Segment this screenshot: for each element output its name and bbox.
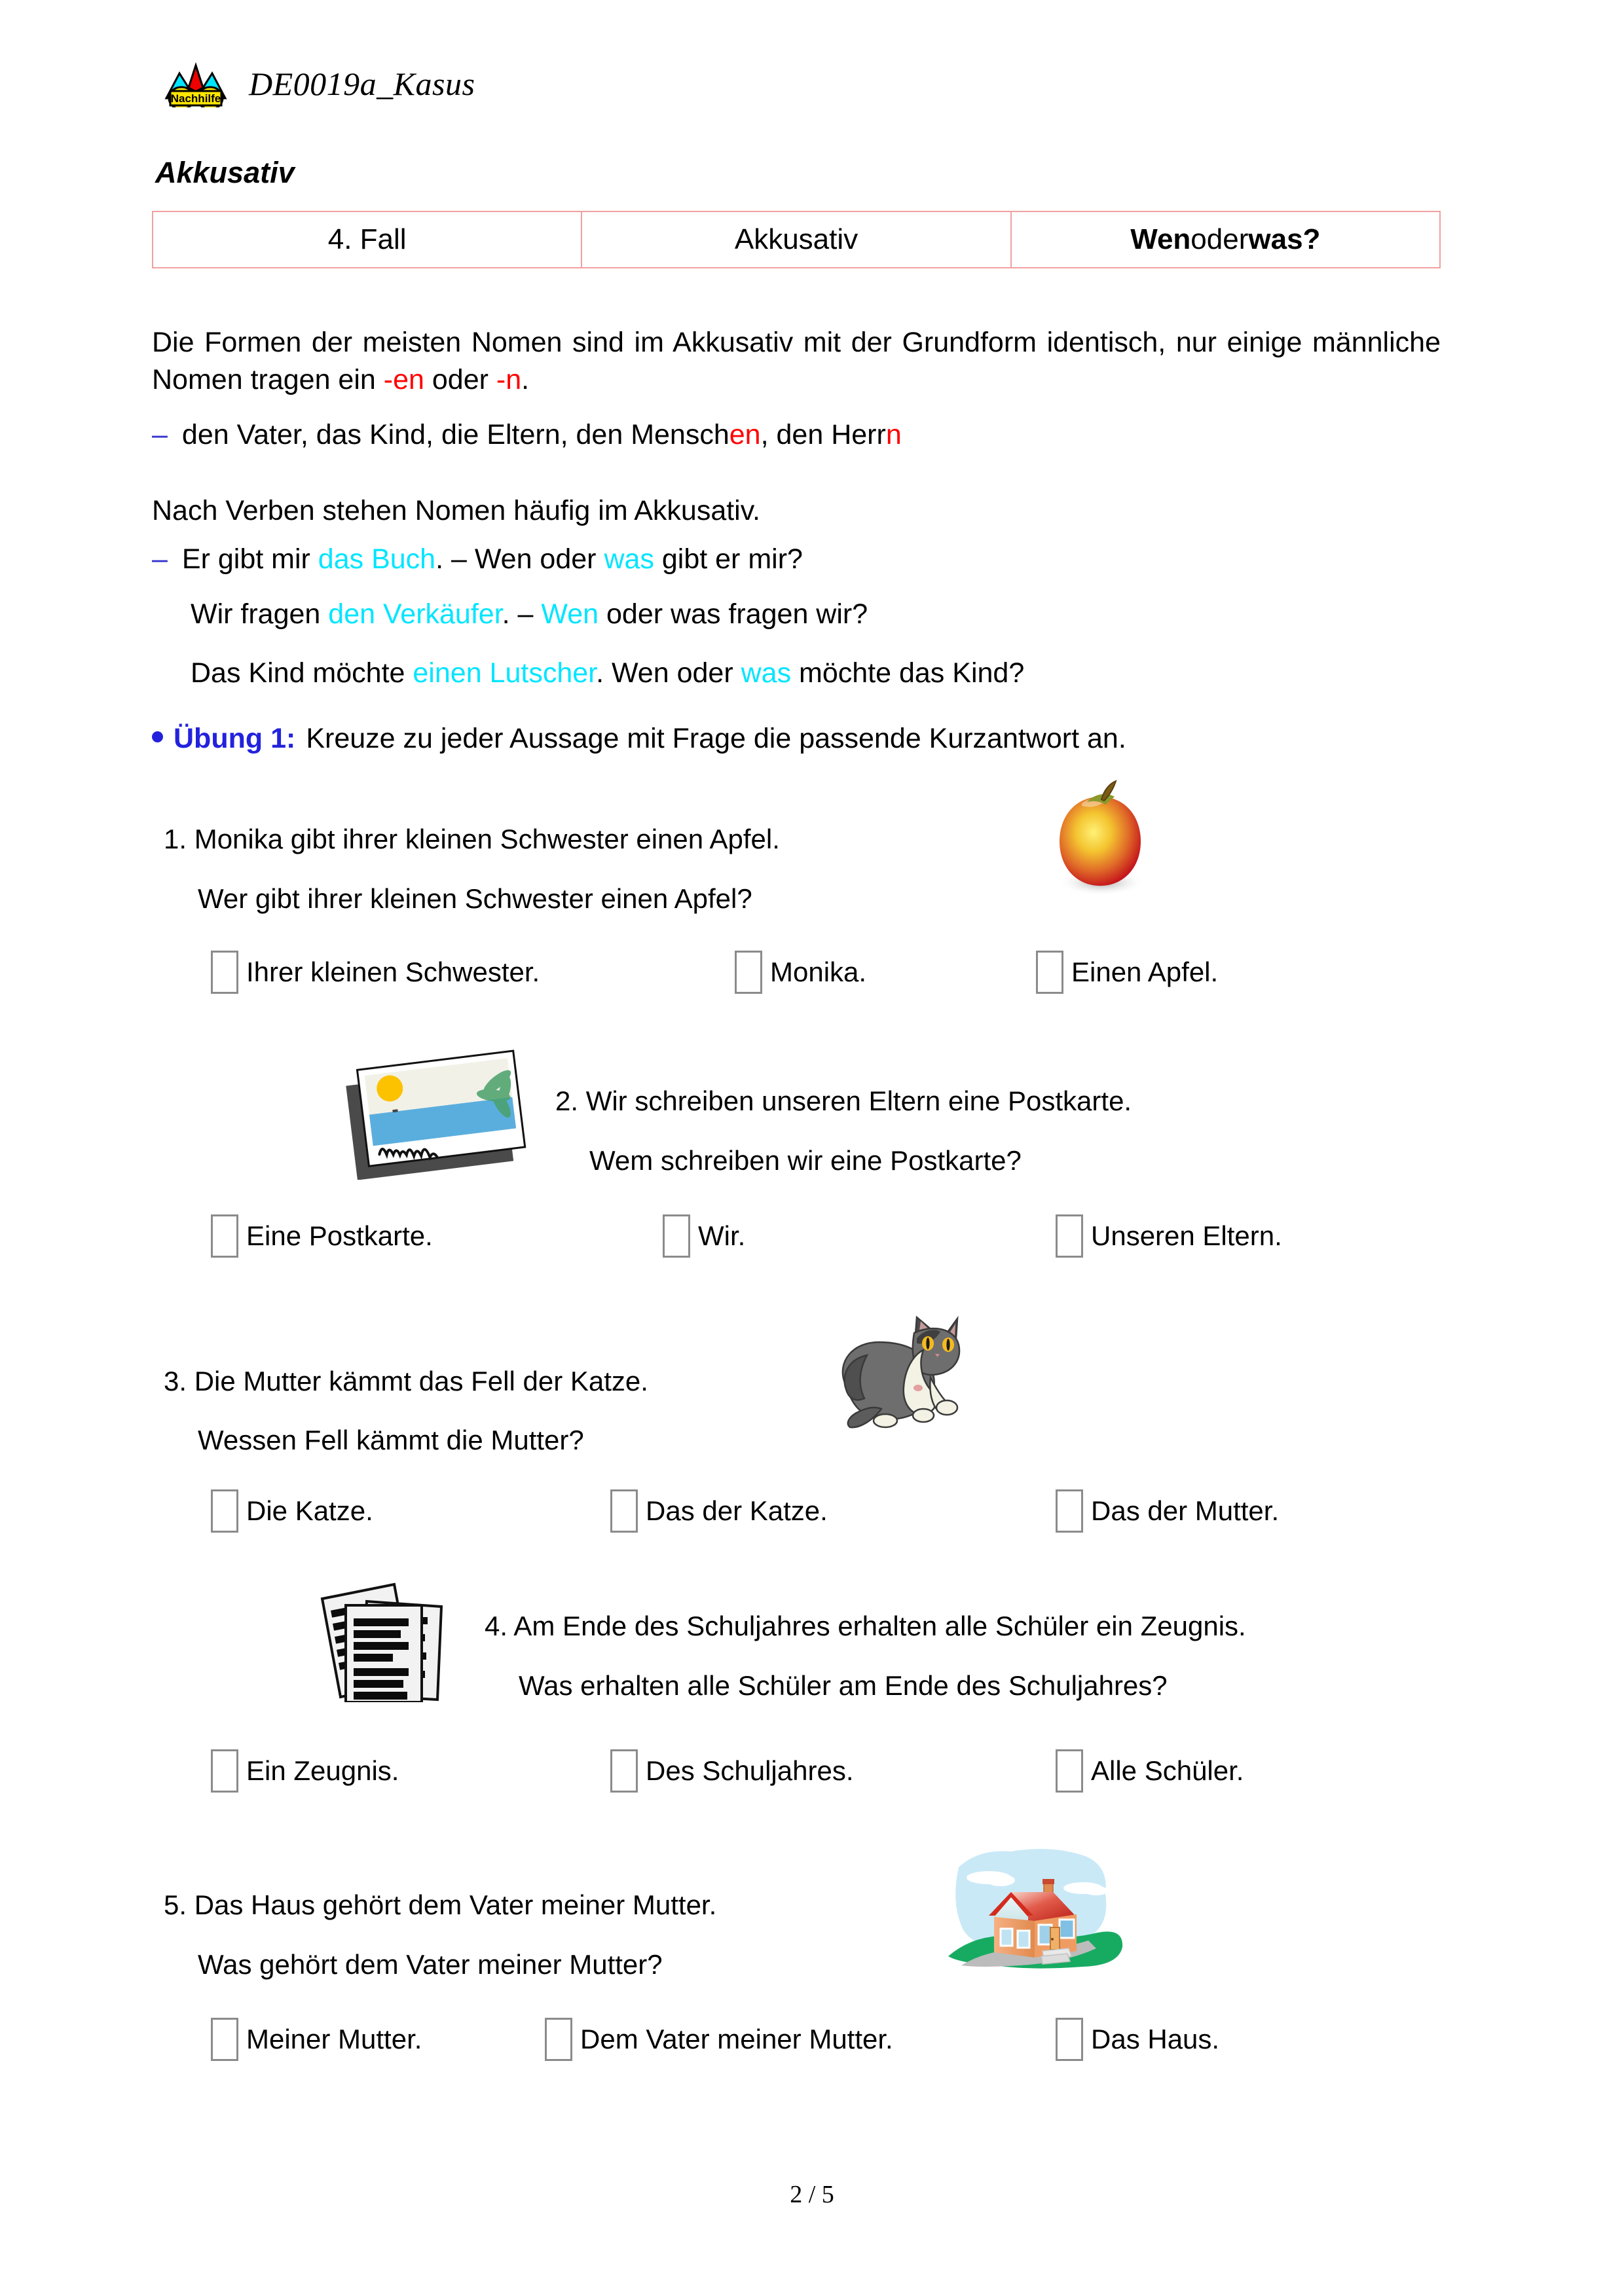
exercise-1-number: 1. <box>164 824 187 854</box>
answer-label: Eine Postkarte. <box>246 1220 433 1251</box>
exercise-instruction-row <box>152 723 1126 755</box>
exercise-5-statement-text: Das Haus gehört dem Vater meiner Mutter. <box>194 1889 717 1920</box>
answer-checkbox[interactable] <box>1056 1749 1083 1793</box>
exercise-1-question: Wer gibt ihrer kleinen Schwester einen Apfel? <box>198 883 752 914</box>
answer-checkbox[interactable] <box>735 951 762 994</box>
case-cell-fall <box>153 212 582 267</box>
answer-label: Ihrer kleinen Schwester. <box>246 957 540 987</box>
intro-text-a: Die Formen der meisten Nomen sind im Akkusativ mit der Grundform identisch, nur einige männliche Nomen tragen ein <box>152 327 1441 395</box>
exercise-1-statement <box>164 824 780 855</box>
intro-suffix-n: -n <box>496 363 522 395</box>
answer-checkbox[interactable] <box>211 1214 238 1258</box>
exercise-5-question: Was gehört dem Vater meiner Mutter? <box>198 1949 663 1980</box>
answer-checkbox[interactable] <box>1056 2018 1083 2061</box>
answer-option[interactable] <box>1036 951 1218 994</box>
answer-label: Das der Katze. <box>646 1495 828 1526</box>
verb-ex3-c: möchte das Kind? <box>791 657 1025 689</box>
documents-image <box>309 1571 460 1705</box>
verb-ex1-a: Er gibt mir <box>181 543 318 575</box>
bullet-dot-icon <box>152 731 163 742</box>
answer-label: Meiner Mutter. <box>246 2024 422 2054</box>
exercise-4-statement <box>485 1611 1246 1642</box>
dash-bullet: – <box>152 543 168 575</box>
apple-image <box>1041 776 1159 910</box>
answer-option[interactable] <box>545 2018 1056 2061</box>
exercise-3-answers <box>211 1489 1390 1533</box>
exercise-5-number: 5. <box>164 1889 187 1920</box>
verb-ex2-b: . – <box>502 598 542 630</box>
logo-label: Nachhilfe <box>170 92 221 105</box>
verb-example-3 <box>191 655 1024 692</box>
uebung-label: Übung 1: <box>174 723 296 754</box>
answer-checkbox[interactable] <box>610 1749 638 1793</box>
nachhilfe-logo-icon <box>162 60 229 107</box>
case-name-label: Akkusativ <box>734 223 858 255</box>
answer-checkbox[interactable] <box>211 1749 238 1793</box>
answer-label: Monika. <box>770 957 867 987</box>
answer-label: Wir. <box>698 1220 746 1251</box>
answer-option[interactable] <box>1056 1489 1279 1533</box>
answer-checkbox[interactable] <box>610 1489 638 1533</box>
uebung-instruction: Kreuze zu jeder Aussage mit Frage die passende Kurzantwort an. <box>306 723 1126 754</box>
answer-option[interactable] <box>211 1749 610 1793</box>
exercise-2-statement-text: Wir schreiben unseren Eltern eine Postkarte. <box>585 1085 1132 1116</box>
verb-ex3-b: . Wen oder <box>596 657 741 689</box>
answer-checkbox[interactable] <box>1056 1214 1083 1258</box>
exercise-3-statement-text: Die Mutter kämmt das Fell der Katze. <box>194 1366 648 1396</box>
case-overview-table <box>152 211 1441 268</box>
answer-label: Ein Zeugnis. <box>246 1755 399 1786</box>
verb-ex2-c: oder was fragen wir? <box>599 598 868 630</box>
page-title: Akkusativ <box>155 156 295 189</box>
exercise-2-statement <box>555 1085 1132 1117</box>
answer-label: Die Katze. <box>246 1495 373 1526</box>
verb-ex3-a: Das Kind möchte <box>191 657 413 689</box>
answer-label: Dem Vater meiner Mutter. <box>580 2024 893 2054</box>
exercise-3-number: 3. <box>164 1366 187 1396</box>
exercise-5-answers <box>211 2018 1390 2061</box>
exercise-2-question: Wem schreiben wir eine Postkarte? <box>589 1145 1022 1176</box>
verb-example-1-text <box>182 543 803 575</box>
exercise-1-answers <box>211 951 1390 994</box>
intro-example-text <box>182 419 902 451</box>
house-image <box>938 1841 1128 1982</box>
answer-option[interactable] <box>1056 1749 1244 1793</box>
answer-checkbox[interactable] <box>211 1489 238 1533</box>
case-cell-name <box>582 212 1011 267</box>
answer-option[interactable] <box>211 951 735 994</box>
verb-ex2-highlight-1: den Verkäufer <box>328 598 502 630</box>
verb-ex1-b: . – Wen oder <box>435 543 604 575</box>
exercise-5-statement <box>164 1889 716 1921</box>
answer-label: Alle Schüler. <box>1091 1755 1244 1786</box>
case-fall-label: 4. Fall <box>327 223 407 255</box>
answer-option[interactable] <box>735 951 1036 994</box>
answer-option[interactable] <box>663 1214 1056 1258</box>
answer-label: Des Schuljahres. <box>646 1755 854 1786</box>
verb-ex1-c: gibt er mir? <box>654 543 803 575</box>
answer-label: Unseren Eltern. <box>1091 1220 1282 1251</box>
answer-checkbox[interactable] <box>211 2018 238 2061</box>
answer-checkbox[interactable] <box>1036 951 1063 994</box>
intro-suffix-en: -en <box>383 363 424 395</box>
answer-label: Das der Mutter. <box>1091 1495 1280 1526</box>
answer-checkbox[interactable] <box>211 951 238 994</box>
intro-example-a: den Vater, das Kind, die Eltern, den Mensch <box>181 419 729 450</box>
verb-ex3-highlight-2: was <box>741 657 792 689</box>
verb-example-2 <box>191 596 868 633</box>
verb-ex1-highlight-1: das Buch <box>318 543 436 575</box>
exercise-3-statement <box>164 1366 648 1397</box>
verbs-heading: Nach Verben stehen Nomen häufig im Akkusativ. <box>152 495 760 526</box>
answer-label: Das Haus. <box>1091 2024 1220 2054</box>
intro-paragraph <box>152 324 1441 399</box>
postcard-image <box>335 1042 538 1183</box>
verb-ex2-highlight-2: Wen <box>541 598 599 630</box>
case-question-lead: Wen <box>1130 223 1191 255</box>
exercise-3-question: Wessen Fell kämmt die Mutter? <box>198 1425 584 1455</box>
exercise-2-answers <box>211 1214 1390 1258</box>
answer-option[interactable] <box>211 1489 610 1533</box>
exercise-4-question: Was erhalten alle Schüler am Ende des Schuljahres? <box>519 1670 1168 1701</box>
verb-ex1-highlight-2: was <box>604 543 654 575</box>
cat-image <box>819 1304 989 1438</box>
intro-example-b: , den Herr <box>760 419 886 450</box>
answer-option[interactable] <box>211 2018 545 2061</box>
answer-option[interactable] <box>1056 1214 1282 1258</box>
answer-checkbox[interactable] <box>1056 1489 1083 1533</box>
answer-label: Einen Apfel. <box>1071 957 1219 987</box>
exercise-4-answers <box>211 1749 1390 1793</box>
page-footer: 2 / 5 <box>790 2181 834 2208</box>
case-question-mid: oder <box>1190 223 1249 255</box>
exercise-4-number: 4. <box>485 1611 508 1641</box>
document-code: DE0019a_Kasus <box>249 65 475 102</box>
intro-example-n: n <box>885 419 902 450</box>
answer-option[interactable] <box>610 1489 1056 1533</box>
intro-example-item <box>152 419 902 451</box>
exercise-2-number: 2. <box>555 1085 579 1116</box>
verb-example-1 <box>152 543 803 575</box>
answer-option[interactable] <box>610 1749 1056 1793</box>
intro-text-b: oder <box>424 363 496 395</box>
exercise-1-statement-text: Monika gibt ihrer kleinen Schwester einen Apfel. <box>194 824 780 854</box>
case-cell-question <box>1012 212 1439 267</box>
answer-checkbox[interactable] <box>545 2018 572 2061</box>
exercise-4-statement-text: Am Ende des Schuljahres erhalten alle Schüler ein Zeugnis. <box>513 1611 1246 1641</box>
answer-checkbox[interactable] <box>663 1214 690 1258</box>
verb-ex3-highlight-1: einen Lutscher <box>413 657 597 689</box>
answer-option[interactable] <box>1056 2018 1219 2061</box>
case-question-tail: was? <box>1248 223 1321 255</box>
intro-text-c: . <box>521 363 530 395</box>
page-header <box>162 60 475 107</box>
intro-example-en: en <box>729 419 761 450</box>
dash-bullet: – <box>152 419 168 450</box>
verb-ex2-a: Wir fragen <box>191 598 329 630</box>
answer-option[interactable] <box>211 1214 663 1258</box>
